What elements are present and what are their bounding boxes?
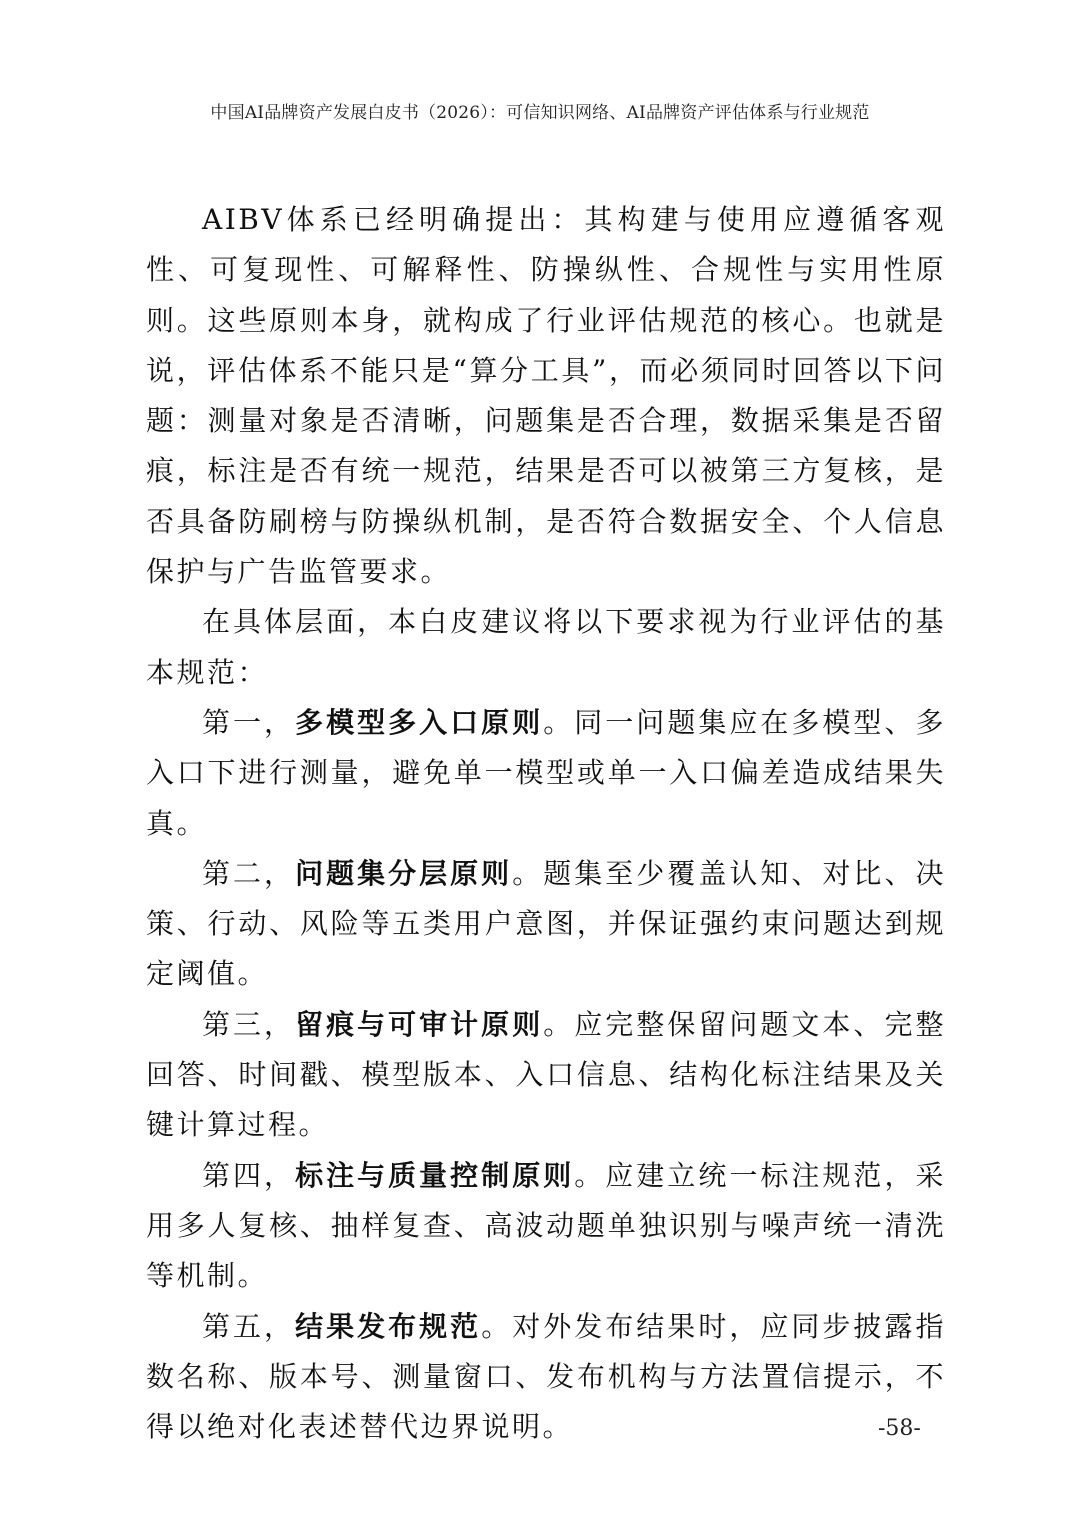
principle-1-title: 多模型多入口原则 [295, 705, 544, 739]
principle-5-title: 结果发布规范 [295, 1309, 482, 1343]
running-header: 中国AI品牌资产发展白皮书（2026）：可信知识网络、AI品牌资产评估体系与行业规范 [210, 103, 870, 123]
paragraph-intro-requirements: 在具体层面，本白皮建议将以下要求视为行业评估的基本规范： [146, 605, 946, 689]
principle-1-prefix: 第一， [202, 705, 296, 739]
principle-1-body: 。同一问题集应在多模型、多入口下进行测量，避免单一模型或单一入口偏差造成结果失真。 [146, 705, 946, 840]
principle-3-body: 。应完整保留问题文本、完整回答、时间戳、模型版本、入口信息、结构化标注结果及关键计算过程。 [146, 1007, 946, 1142]
page-number: -58- [878, 1416, 921, 1441]
principle-2-prefix: 第二， [202, 856, 296, 890]
principle-4-body: 。应建立统一标注规范，采用多人复核、抽样复查、高波动题单独识别与噪声统一清洗等机制。 [146, 1158, 946, 1293]
paragraph-aibv-principles: AIBV体系已经明确提出：其构建与使用应遵循客观性、可复现性、可解释性、防操纵性、合规性与实用性原则。这些原则本身，就构成了行业评估规范的核心。也就是说，评估体系不能只是“算分工具”，而必须同时回答以下问题：测量对象是否清晰，问题集是否合理，数据采集是否留痕，标注是否有统一规范，结果是否可以被第三方复核，是否具备防刷榜与防操纵机制，是否符合数据安全、个人信息保护与广告监管要求。 [146, 203, 946, 589]
principle-5 [146, 1302, 946, 1453]
principle-4-prefix: 第四， [202, 1158, 296, 1192]
principle-5-prefix: 第五， [202, 1309, 296, 1343]
principle-3-prefix: 第三， [202, 1007, 296, 1041]
body-text [146, 195, 946, 1452]
principle-3-title: 留痕与可审计原则 [295, 1007, 544, 1041]
principle-4 [146, 1151, 946, 1302]
principle-2 [146, 849, 946, 1000]
principle-1 [146, 698, 946, 849]
principle-4-title: 标注与质量控制原则 [295, 1158, 575, 1192]
principle-3 [146, 1000, 946, 1151]
principle-2-title: 问题集分层原则 [295, 856, 513, 890]
principle-2-body: 。题集至少覆盖认知、对比、决策、行动、风险等五类用户意图，并保证强约束问题达到规定阈值。 [146, 856, 946, 991]
principle-5-body: 。对外发布结果时，应同步披露指数名称、版本号、测量窗口、发布机构与方法置信提示，不得以绝对化表述替代边界说明。 [146, 1309, 946, 1444]
